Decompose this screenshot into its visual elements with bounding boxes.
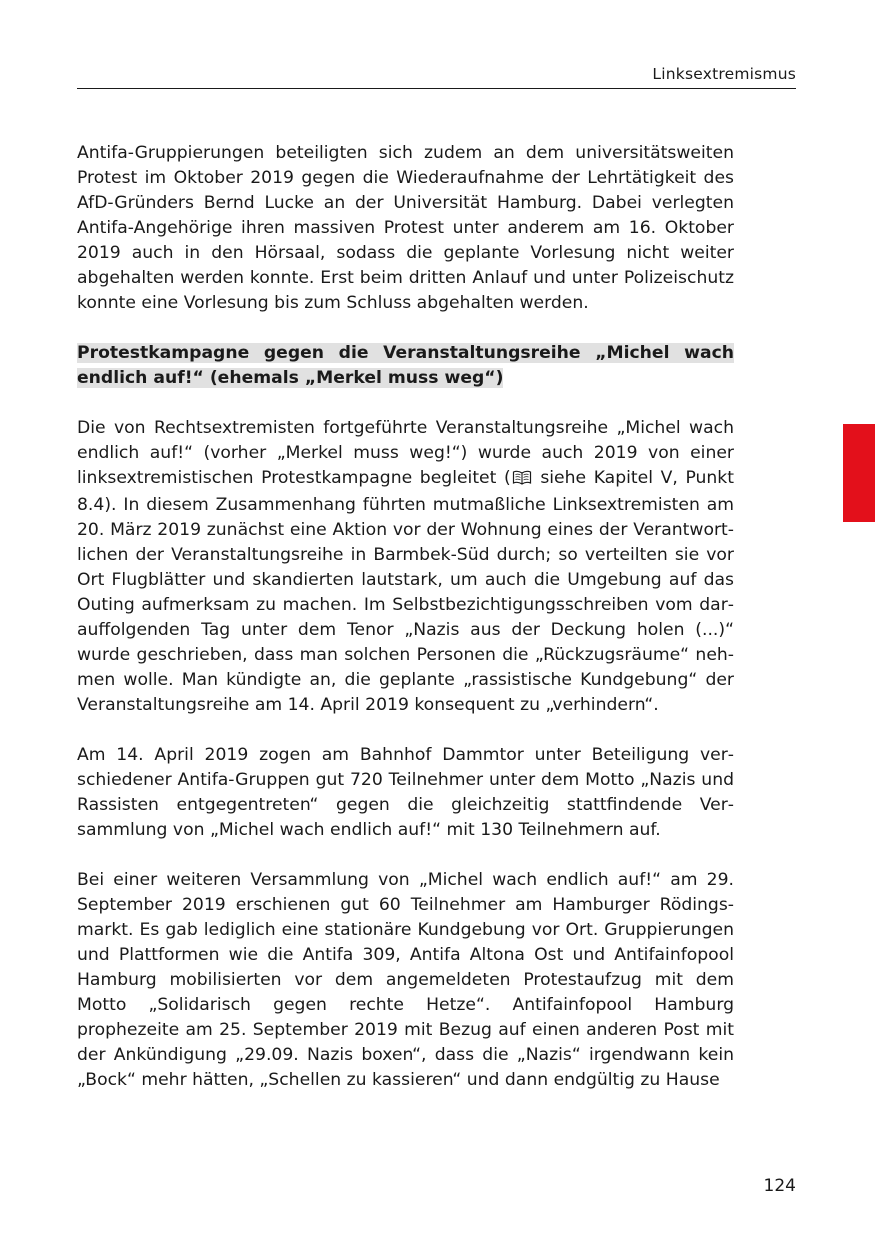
section-heading-text: Protestkampagne gegen die Veranstaltungsreihe „Michel wach endlich auf!“ (ehemals „Merkel muss weg“) bbox=[77, 343, 734, 388]
paragraph-lucke-protest: Antifa-Gruppierungen beteiligten sich zudem an dem universitätsweiten Protest im Oktober 2019 gegen die Wiederaufnahme der Lehrtätigkeit des AfD-Gründers Bernd Lucke an der Universität Hamburg. Dabei verlegten Antifa-Angehörige ihren massiven Protest unter anderem am 16. Oktober 2019 auch in den Hörsaal, sodass die geplante Vorlesung nicht weiter abgehalten werden konnte. Erst beim dritten Anlauf und unter Polizeischutz konnte eine Vorlesung bis zum Schluss abgehalten werden. bbox=[77, 143, 734, 313]
page-body bbox=[77, 141, 734, 1118]
book-icon bbox=[512, 468, 532, 493]
paragraph-campaign-body: In diesem Zusammenhang führten mutmaßliche Linksextremisten am 20. März 2019 zunächst eine Aktion vor der Wohnung eines der Verantwortlichen der Veranstaltungsreihe in Barmbek-Süd durch; so verteilten sie vor Ort Flugblätter und skandierten lautstark, um auch die Umgebung auf das Outing aufmerksam zu machen. Im Selbstbezichtigungsschreiben vom darauffolgenden Tag unter dem Tenor „Nazis aus der Deckung holen (...)“ wurde geschrieben, dass man solchen Personen die „Rückzugsräume“ nehmen wolle. Man kündigte an, die geplante „rassistische Kundgebung“ der Veranstaltungsreihe am 14. April 2019 konsequent zu „verhindern“. bbox=[77, 495, 734, 715]
running-header bbox=[77, 64, 796, 89]
paragraph-roedingsmarkt: Bei einer weiteren Versammlung von „Michel wach endlich auf!“ am 29. September 2019 erschienen gut 60 Teilnehmer am Hamburger Rödingsmarkt. Es gab lediglich eine stationäre Kundgebung vor Ort. Gruppierungen und Plattformen wie die Antifa 309, Antifa Altona Ost und Antifainfopool Hamburg mobilisierten vor dem angemeldeten Protestaufzug mit dem Motto „Solidarisch gegen rechte Hetze“. Antifainfopool Hamburg prophezeite am 25. September 2019 mit Bezug auf einen anderen Post mit der Ankündigung „29.09. Nazis boxen“, dass die „Nazis“ irgendwann kein „Bock“ mehr hätten, „Schellen zu kassieren“ und dann endgültig zu Hause bbox=[77, 870, 734, 1090]
chapter-marker-tab bbox=[843, 424, 875, 522]
paragraph-campaign bbox=[77, 416, 734, 718]
running-title: Linksextremismus bbox=[652, 65, 796, 83]
page-number: 124 bbox=[763, 1176, 796, 1196]
paragraph-campaign-intro: Die von Rechtsextremisten fortgeführte Veranstaltungsreihe „Michel wach endlich auf!“ (vorher „Merkel muss weg!“) wurde auch 2019 von einer linksextremistischen Protestkampagne begleitet ( bbox=[77, 418, 734, 488]
chapter-reference: siehe Kapitel V, Punkt 8.4). bbox=[77, 468, 734, 515]
section-heading bbox=[77, 341, 734, 391]
paragraph-dammtor: Am 14. April 2019 zogen am Bahnhof Dammtor unter Beteiligung verschiedener Antifa-Gruppen gut 720 Teilnehmer unter dem Motto „Nazis und Rassisten entgegentreten“ gegen die gleichzeitig stattfindende Versammlung von „Michel wach endlich auf!“ mit 130 Teilnehmern auf. bbox=[77, 745, 734, 840]
